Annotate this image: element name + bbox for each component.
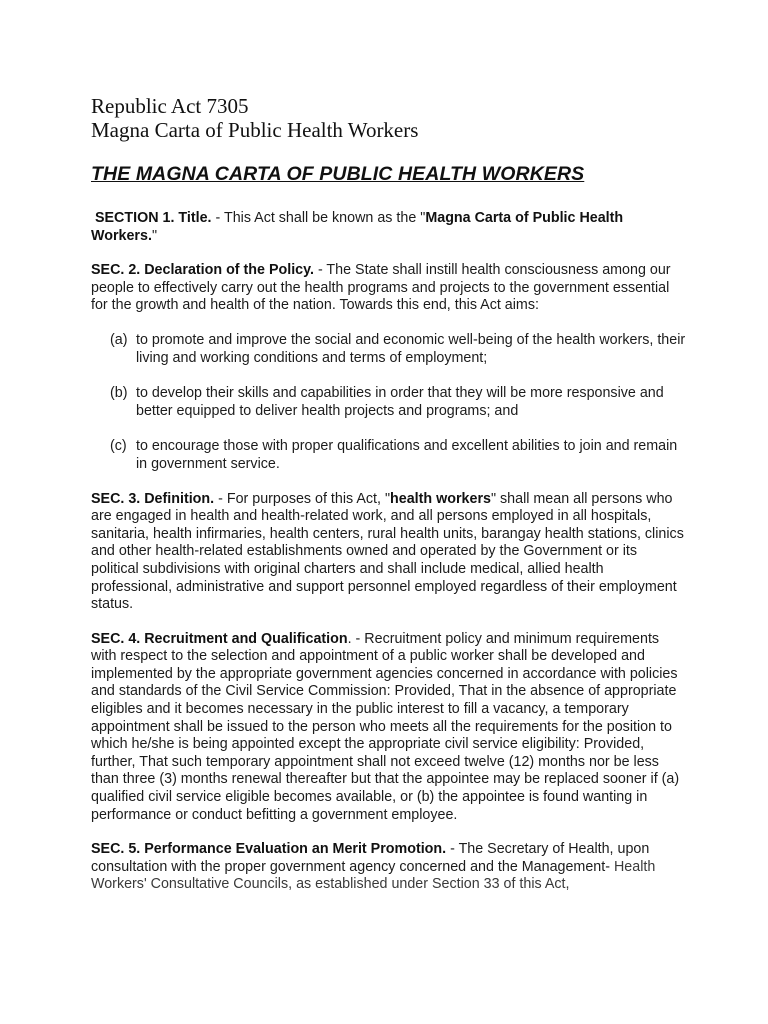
section-3 (91, 491, 687, 614)
list-item-label: (b) (110, 385, 128, 402)
section-2-heading: SEC. 2. Declaration of the Policy. (91, 262, 314, 279)
list-item (91, 332, 687, 367)
section-5 (91, 841, 687, 894)
list-item (91, 438, 687, 473)
section-5-text: - The Secretary of Health, upon consultation with the proper government agency concerned and the Management- (91, 841, 650, 875)
list-item-text: to promote and improve the social and economic well-being of the health workers, their living and working conditions and terms of employment; (136, 331, 686, 366)
section-1-act-name: Magna Carta of Public Health Workers. (91, 210, 624, 244)
list-item-label: (c) (110, 438, 127, 455)
act-number: Republic Act 7305 (91, 94, 249, 118)
section-2-aims-list (91, 332, 687, 474)
document-header (91, 94, 418, 142)
list-item-text: to develop their skills and capabilities in order that they will be more responsive and better equipped to deliver health projects and programs; and (136, 385, 664, 419)
document-title: THE MAGNA CARTA OF PUBLIC HEALTH WORKERS (91, 163, 585, 185)
list-item (91, 385, 687, 420)
section-1-heading: SECTION 1. Title. (94, 210, 212, 226)
section-1-text-end: " (151, 227, 158, 244)
section-2 (91, 262, 687, 315)
section-1 (91, 210, 687, 245)
list-item-text: to encourage those with proper qualifications and excellent abilities to join and remain in government service. (136, 438, 678, 472)
section-1-text: - This Act shall be known as the " (211, 210, 426, 226)
section-4-text: . - Recruitment policy and minimum requirements with respect to the selection and appointment of a public worker shall be developed and implemented by the appropriate government agencies concerned in accordance with policies and standards of the Civil Service Commission: Provided, That in the absence of appropriate eligibles and it becomes necessary in the public interest to fill a vacancy, a temporary appointment shall be issued to the person who meets all the requirements for the position to which he/she is being appointed except the appropriate civil service eligibility: Provided, further, That such temporary appointment shall not exceed twelve (12) months nor be less than three (3) months renewal thereafter but that the appointee may be replaced sooner if (a) qualified civil service eligible becomes available, or (b) the appointee is found wanting in performance or conduct befitting a government employee. (91, 630, 680, 823)
section-2-text: - The State shall instill health consciousness among our people to effectively carry out the health programs and projects to the government essential for the growth and health of the nation. Towards this end, this Act aims: (91, 262, 671, 314)
document-body (91, 210, 687, 911)
section-3-text: - For purposes of this Act, " (214, 490, 391, 507)
section-3-text-end: " shall mean all persons who are engaged in health and health-related work, and all persons employed in all hospitals, sanitaria, health infirmaries, health centers, rural health units, barangay health stations, clinics and other health-related establishments owned and operated by the Government or its political subdivisions with original charters and shall include medical, allied health professional, administrative and support personnel employed regardless of their employment status. (91, 490, 684, 613)
section-3-heading: SEC. 3. Definition. (91, 490, 215, 507)
list-item-label: (a) (110, 331, 128, 348)
section-4-heading: SEC. 4. Recruitment and Qualification (91, 630, 348, 647)
act-subtitle: Magna Carta of Public Health Workers (91, 118, 419, 142)
section-3-term: health workers (390, 490, 491, 507)
section-5-heading: SEC. 5. Performance Evaluation an Merit Promotion. (91, 841, 447, 858)
section-5-text-continued: Health Workers' Consultative Councils, as established under Section 33 of this Act, (91, 858, 656, 893)
section-4 (91, 631, 687, 825)
